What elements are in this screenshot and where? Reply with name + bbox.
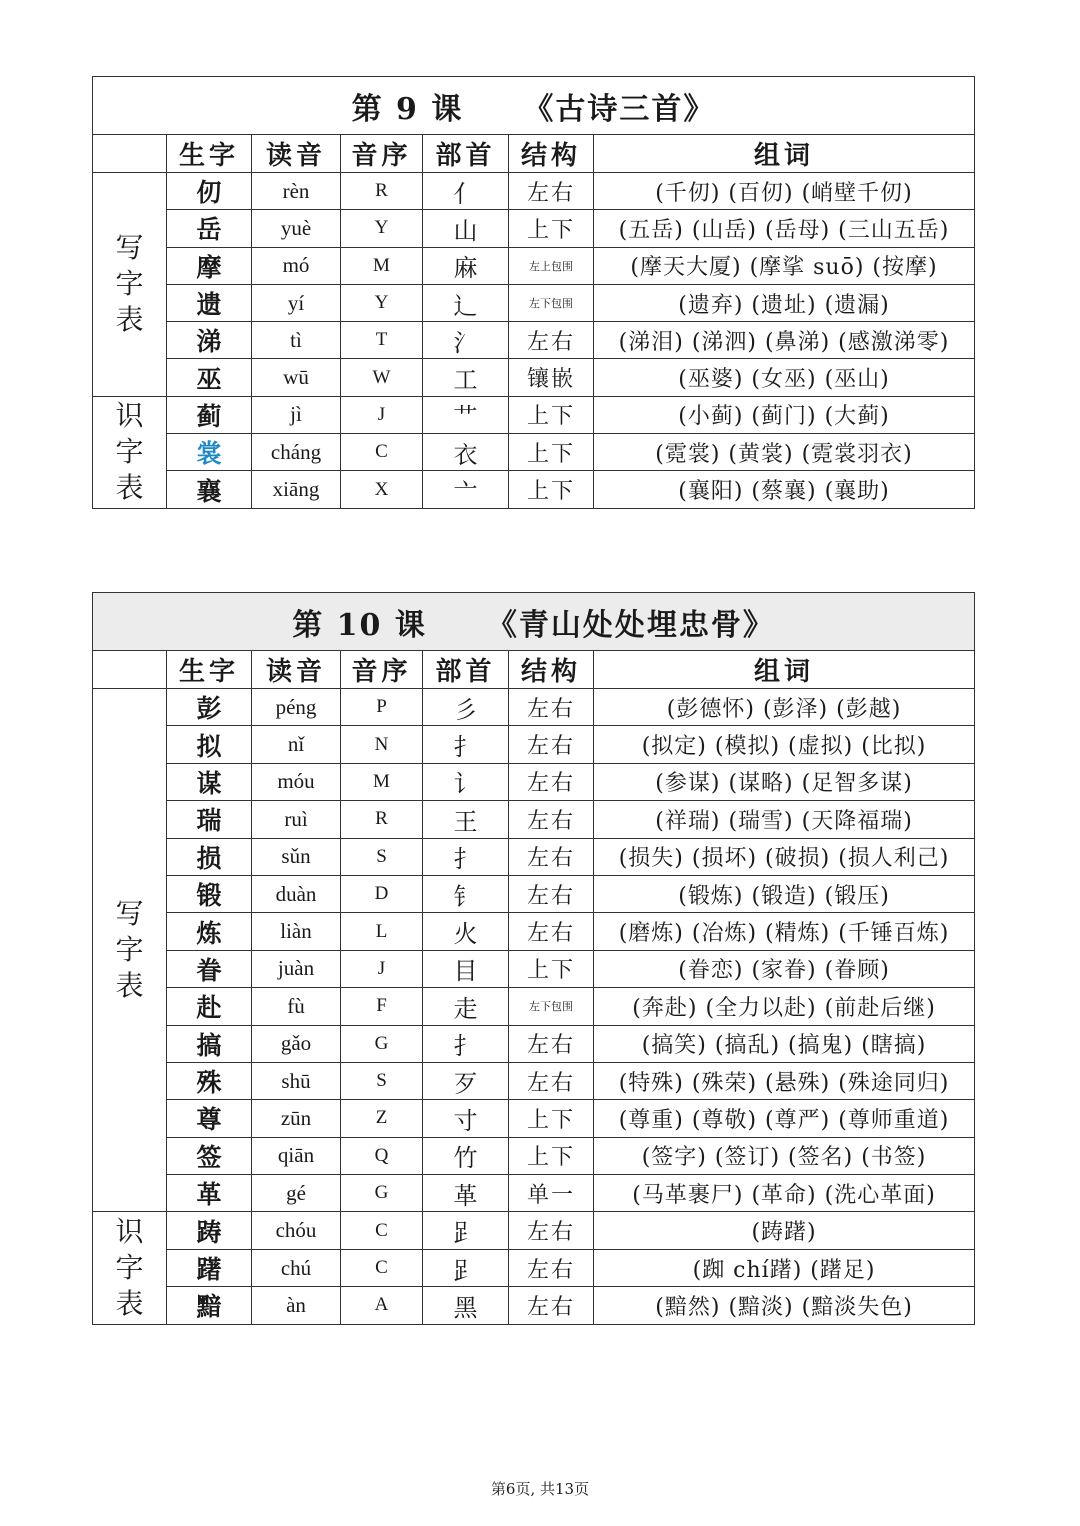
pinyin-cell: zūn [252,1100,341,1137]
order-cell: M [341,247,423,284]
order-cell: W [341,359,423,396]
order-cell: G [341,1175,423,1212]
pinyin-cell: fù [252,988,341,1025]
radical-cell: 彡 [423,689,509,726]
structure-cell: 左右 [509,801,594,838]
table-row [93,247,975,284]
column-header: 部首 [423,651,509,689]
character-cell: 仞 [167,173,252,210]
radical-cell: 革 [423,1175,509,1212]
structure-cell: 左右 [509,1025,594,1062]
lesson-name: 《青山处处埋忠骨》 [486,607,775,643]
table-row [93,434,975,471]
section-label-char: 识 [115,399,144,433]
radical-cell: 钅 [423,875,509,912]
header-blank [93,135,167,173]
radical-cell: 扌 [423,1025,509,1062]
words-cell: (遗弃) (遗址) (遗漏) [594,284,975,321]
character-cell: 搞 [167,1025,252,1062]
pinyin-cell: qiān [252,1137,341,1174]
pinyin-cell: àn [252,1287,341,1324]
lesson-number: 第 10 课 [292,607,427,643]
pinyin-cell: mó [252,247,341,284]
words-cell: (马革裹尸) (革命) (洗心革面) [594,1175,975,1212]
radical-cell: 讠 [423,763,509,800]
pinyin-cell: cháng [252,434,341,471]
section-label [93,1212,167,1324]
table-row [93,1025,975,1062]
pinyin-cell: gé [252,1175,341,1212]
structure-cell: 左下包围 [509,988,594,1025]
structure-cell: 上下 [509,1100,594,1137]
character-cell: 损 [167,838,252,875]
order-cell: Y [341,210,423,247]
section-label-char: 表 [115,471,144,505]
structure-cell: 左右 [509,726,594,763]
order-cell: T [341,322,423,359]
character-cell: 签 [167,1137,252,1174]
order-cell: D [341,875,423,912]
character-cell: 裳 [167,434,252,471]
pinyin-cell: móu [252,763,341,800]
section-label-char: 字 [115,435,144,469]
title-row [93,77,975,135]
character-cell: 赴 [167,988,252,1025]
pinyin-cell: wū [252,359,341,396]
column-header: 组词 [594,135,975,173]
pinyin-cell: juàn [252,950,341,987]
order-cell: Y [341,284,423,321]
character-cell: 襄 [167,471,252,508]
words-cell: (祥瑞) (瑞雪) (天降福瑞) [594,801,975,838]
structure-cell: 左右 [509,1249,594,1286]
radical-cell: 竹 [423,1137,509,1174]
structure-cell: 左右 [509,838,594,875]
character-cell: 锻 [167,875,252,912]
words-cell: (摩天大厦) (摩挲 suō) (按摩) [594,247,975,284]
table-row [93,763,975,800]
order-cell: X [341,471,423,508]
words-cell: (特殊) (殊荣) (悬殊) (殊途同归) [594,1062,975,1099]
lesson-title [93,593,975,651]
column-header: 音序 [341,651,423,689]
table-row [93,284,975,321]
character-cell: 岳 [167,210,252,247]
table-row [93,1062,975,1099]
character-cell: 蓟 [167,396,252,433]
order-cell: C [341,1249,423,1286]
table-row [93,950,975,987]
words-cell: (襄阳) (蔡襄) (襄助) [594,471,975,508]
pinyin-cell: liàn [252,913,341,950]
radical-cell: 目 [423,950,509,987]
radical-cell: 衣 [423,434,509,471]
radical-cell: 走 [423,988,509,1025]
pinyin-cell: ruì [252,801,341,838]
column-header: 生字 [167,651,252,689]
table-row [93,1100,975,1137]
structure-cell: 左右 [509,875,594,912]
pinyin-cell: duàn [252,875,341,912]
pinyin-cell: sǔn [252,838,341,875]
pinyin-cell: tì [252,322,341,359]
structure-cell: 镶嵌 [509,359,594,396]
section-label-char: 写 [115,897,144,931]
section-label-char: 字 [115,1251,144,1285]
section-label [93,396,167,508]
order-cell: G [341,1025,423,1062]
section-label-char: 表 [115,303,144,337]
words-cell: (锻炼) (锻造) (锻压) [594,875,975,912]
order-cell: J [341,950,423,987]
radical-cell: 艹 [423,396,509,433]
section-label-char: 字 [115,267,144,301]
character-cell: 踌 [167,1212,252,1249]
section-label [93,173,167,397]
table-row [93,210,975,247]
words-cell: (霓裳) (黄裳) (霓裳羽衣) [594,434,975,471]
radical-cell: 工 [423,359,509,396]
section-label-char: 字 [115,933,144,967]
character-cell: 躇 [167,1249,252,1286]
table-row [93,471,975,508]
pinyin-cell: jì [252,396,341,433]
structure-cell: 左上包围 [509,247,594,284]
table-row [93,801,975,838]
structure-cell: 左右 [509,1287,594,1324]
words-cell: (巫婆) (女巫) (巫山) [594,359,975,396]
words-cell: (千仞) (百仞) (峭壁千仞) [594,173,975,210]
character-cell: 炼 [167,913,252,950]
pinyin-cell: péng [252,689,341,726]
pinyin-cell: shū [252,1062,341,1099]
table-row [93,322,975,359]
radical-cell: 氵 [423,322,509,359]
character-cell: 尊 [167,1100,252,1137]
radical-cell: 黑 [423,1287,509,1324]
header-row [93,651,975,689]
pinyin-cell: rèn [252,173,341,210]
radical-cell: 亻 [423,173,509,210]
words-cell: (眷恋) (家眷) (眷顾) [594,950,975,987]
header-row [93,135,975,173]
lesson-10-table [92,592,975,1325]
structure-cell: 上下 [509,396,594,433]
words-cell: (奔赴) (全力以赴) (前赴后继) [594,988,975,1025]
words-cell: (踟 chí躇) (躇足) [594,1249,975,1286]
structure-cell: 左右 [509,913,594,950]
table-row [93,396,975,433]
table-row [93,173,975,210]
section-label [93,689,167,1212]
order-cell: M [341,763,423,800]
words-cell: (涕泪) (涕泗) (鼻涕) (感激涕零) [594,322,975,359]
structure-cell: 上下 [509,434,594,471]
radical-cell: 火 [423,913,509,950]
structure-cell: 左右 [509,1212,594,1249]
words-cell: (小蓟) (蓟门) (大蓟) [594,396,975,433]
lesson-name: 《古诗三首》 [523,91,716,127]
radical-cell: 山 [423,210,509,247]
table-row [93,1137,975,1174]
structure-cell: 上下 [509,471,594,508]
structure-cell: 左右 [509,173,594,210]
pinyin-cell: yí [252,284,341,321]
words-cell: (五岳) (山岳) (岳母) (三山五岳) [594,210,975,247]
radical-cell: 辶 [423,284,509,321]
structure-cell: 左右 [509,763,594,800]
structure-cell: 左右 [509,1062,594,1099]
words-cell: (损失) (损坏) (破损) (损人利己) [594,838,975,875]
column-header: 读音 [252,135,341,173]
order-cell: N [341,726,423,763]
order-cell: S [341,838,423,875]
column-header: 结构 [509,651,594,689]
structure-cell: 上下 [509,950,594,987]
table-row [93,913,975,950]
order-cell: J [341,396,423,433]
column-header: 生字 [167,135,252,173]
table-row [93,988,975,1025]
column-header: 部首 [423,135,509,173]
radical-cell: 王 [423,801,509,838]
column-header: 读音 [252,651,341,689]
order-cell: R [341,173,423,210]
column-header: 结构 [509,135,594,173]
structure-cell: 左右 [509,322,594,359]
character-cell: 巫 [167,359,252,396]
pinyin-cell: xiāng [252,471,341,508]
words-cell: (搞笑) (搞乱) (搞鬼) (瞎搞) [594,1025,975,1062]
table-row [93,1175,975,1212]
radical-cell: 扌 [423,838,509,875]
lesson-9-table [92,76,975,509]
radical-cell: 寸 [423,1100,509,1137]
section-label-char: 表 [115,969,144,1003]
page-footer: 第6页, 共13页 [490,1480,590,1498]
words-cell: (尊重) (尊敬) (尊严) (尊师重道) [594,1100,975,1137]
order-cell: F [341,988,423,1025]
character-cell: 彭 [167,689,252,726]
lesson-title [93,77,975,135]
header-blank [93,651,167,689]
character-cell: 革 [167,1175,252,1212]
order-cell: C [341,434,423,471]
column-header: 音序 [341,135,423,173]
section-label-char: 识 [115,1215,144,1249]
radical-cell: 𧾷 [423,1212,509,1249]
table-row [93,359,975,396]
order-cell: L [341,913,423,950]
radical-cell: 麻 [423,247,509,284]
structure-cell: 左右 [509,689,594,726]
character-cell: 摩 [167,247,252,284]
title-row [93,593,975,651]
character-cell: 殊 [167,1062,252,1099]
words-cell: (黯然) (黯淡) (黯淡失色) [594,1287,975,1324]
lesson-number: 第 9 课 [351,91,464,127]
words-cell: (签字) (签订) (签名) (书签) [594,1137,975,1174]
pinyin-cell: yuè [252,210,341,247]
character-cell: 拟 [167,726,252,763]
table-row [93,1287,975,1324]
structure-cell: 左下包围 [509,284,594,321]
character-cell: 瑞 [167,801,252,838]
radical-cell: 扌 [423,726,509,763]
words-cell: (拟定) (模拟) (虚拟) (比拟) [594,726,975,763]
section-label-char: 表 [115,1287,144,1321]
pinyin-cell: chú [252,1249,341,1286]
order-cell: P [341,689,423,726]
structure-cell: 上下 [509,210,594,247]
character-cell: 遗 [167,284,252,321]
character-cell: 眷 [167,950,252,987]
table-row [93,726,975,763]
pinyin-cell: nǐ [252,726,341,763]
words-cell: (彭德怀) (彭泽) (彭越) [594,689,975,726]
pinyin-cell: gǎo [252,1025,341,1062]
pinyin-cell: chóu [252,1212,341,1249]
words-cell: (踌躇) [594,1212,975,1249]
order-cell: Z [341,1100,423,1137]
structure-cell: 上下 [509,1137,594,1174]
table-row [93,838,975,875]
table-row [93,1212,975,1249]
character-cell: 黯 [167,1287,252,1324]
column-header: 组词 [594,651,975,689]
order-cell: A [341,1287,423,1324]
order-cell: Q [341,1137,423,1174]
order-cell: R [341,801,423,838]
order-cell: S [341,1062,423,1099]
section-label-char: 写 [115,231,144,265]
table-row [93,875,975,912]
character-cell: 谋 [167,763,252,800]
table-row [93,689,975,726]
table-row [93,1249,975,1286]
words-cell: (磨炼) (冶炼) (精炼) (千锤百炼) [594,913,975,950]
structure-cell: 单一 [509,1175,594,1212]
radical-cell: 歹 [423,1062,509,1099]
character-cell: 涕 [167,322,252,359]
radical-cell: 亠 [423,471,509,508]
radical-cell: 𧾷 [423,1249,509,1286]
order-cell: C [341,1212,423,1249]
words-cell: (参谋) (谋略) (足智多谋) [594,763,975,800]
